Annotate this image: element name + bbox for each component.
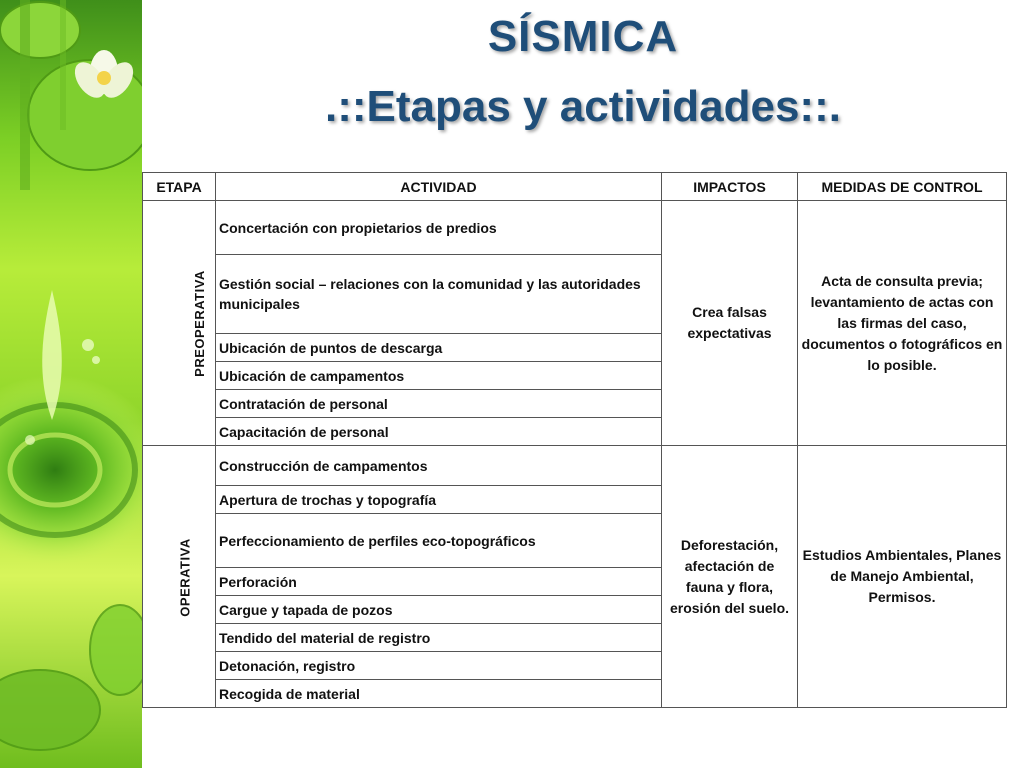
title-main: SÍSMICA (487, 12, 679, 61)
activity-cell: Capacitación de personal (216, 418, 662, 446)
control-cell: Acta de consulta previa; levantamiento de actas con las firmas del caso, documentos o fotográficos en lo posible. (798, 201, 1007, 446)
activity-cell: Gestión social – relaciones con la comunidad y las autoridades municipales (216, 255, 662, 334)
control-cell: Estudios Ambientales, Planes de Manejo Ambiental, Permisos. (798, 446, 1007, 708)
decorative-side-image (0, 0, 142, 768)
title-subtitle: .::Etapas y actividades::. (325, 82, 841, 131)
header-impactos: IMPACTOS (662, 173, 798, 201)
activity-cell: Concertación con propietarios de predios (216, 201, 662, 255)
activity-cell: Recogida de material (216, 680, 662, 708)
table-row (143, 446, 1007, 486)
impact-cell: Crea falsas expectativas (662, 201, 798, 446)
stage-cell-preoperativa (143, 201, 216, 446)
activity-cell: Detonación, registro (216, 652, 662, 680)
stage-cell-operativa (143, 446, 216, 708)
activity-cell: Ubicación de campamentos (216, 362, 662, 390)
header-medidas: MEDIDAS DE CONTROL (798, 173, 1007, 201)
activity-cell: Perforación (216, 568, 662, 596)
impact-cell: Deforestación, afectación de fauna y flora, erosión del suelo. (662, 446, 798, 708)
stage-label: PREOPERATIVA (191, 270, 207, 377)
lily-pad-icon (0, 2, 80, 58)
header-actividad: ACTIVIDAD (216, 173, 662, 201)
activity-cell: Tendido del material de registro (216, 624, 662, 652)
table-row (143, 201, 1007, 255)
activity-cell: Apertura de trochas y topografía (216, 486, 662, 514)
activity-cell: Construcción de campamentos (216, 446, 662, 486)
activity-cell: Ubicación de puntos de descarga (216, 334, 662, 362)
header-etapa: ETAPA (143, 173, 216, 201)
stage-label: OPERATIVA (177, 537, 193, 617)
activity-cell: Contratación de personal (216, 390, 662, 418)
activity-cell: Cargue y tapada de pozos (216, 596, 662, 624)
lily-pad-icon (0, 670, 100, 750)
stages-activities-table (142, 172, 1007, 708)
activity-cell: Perfeccionamiento de perfiles eco-topográficos (216, 514, 662, 568)
table-header-row (143, 173, 1007, 201)
water-drop-illustration (0, 0, 142, 768)
